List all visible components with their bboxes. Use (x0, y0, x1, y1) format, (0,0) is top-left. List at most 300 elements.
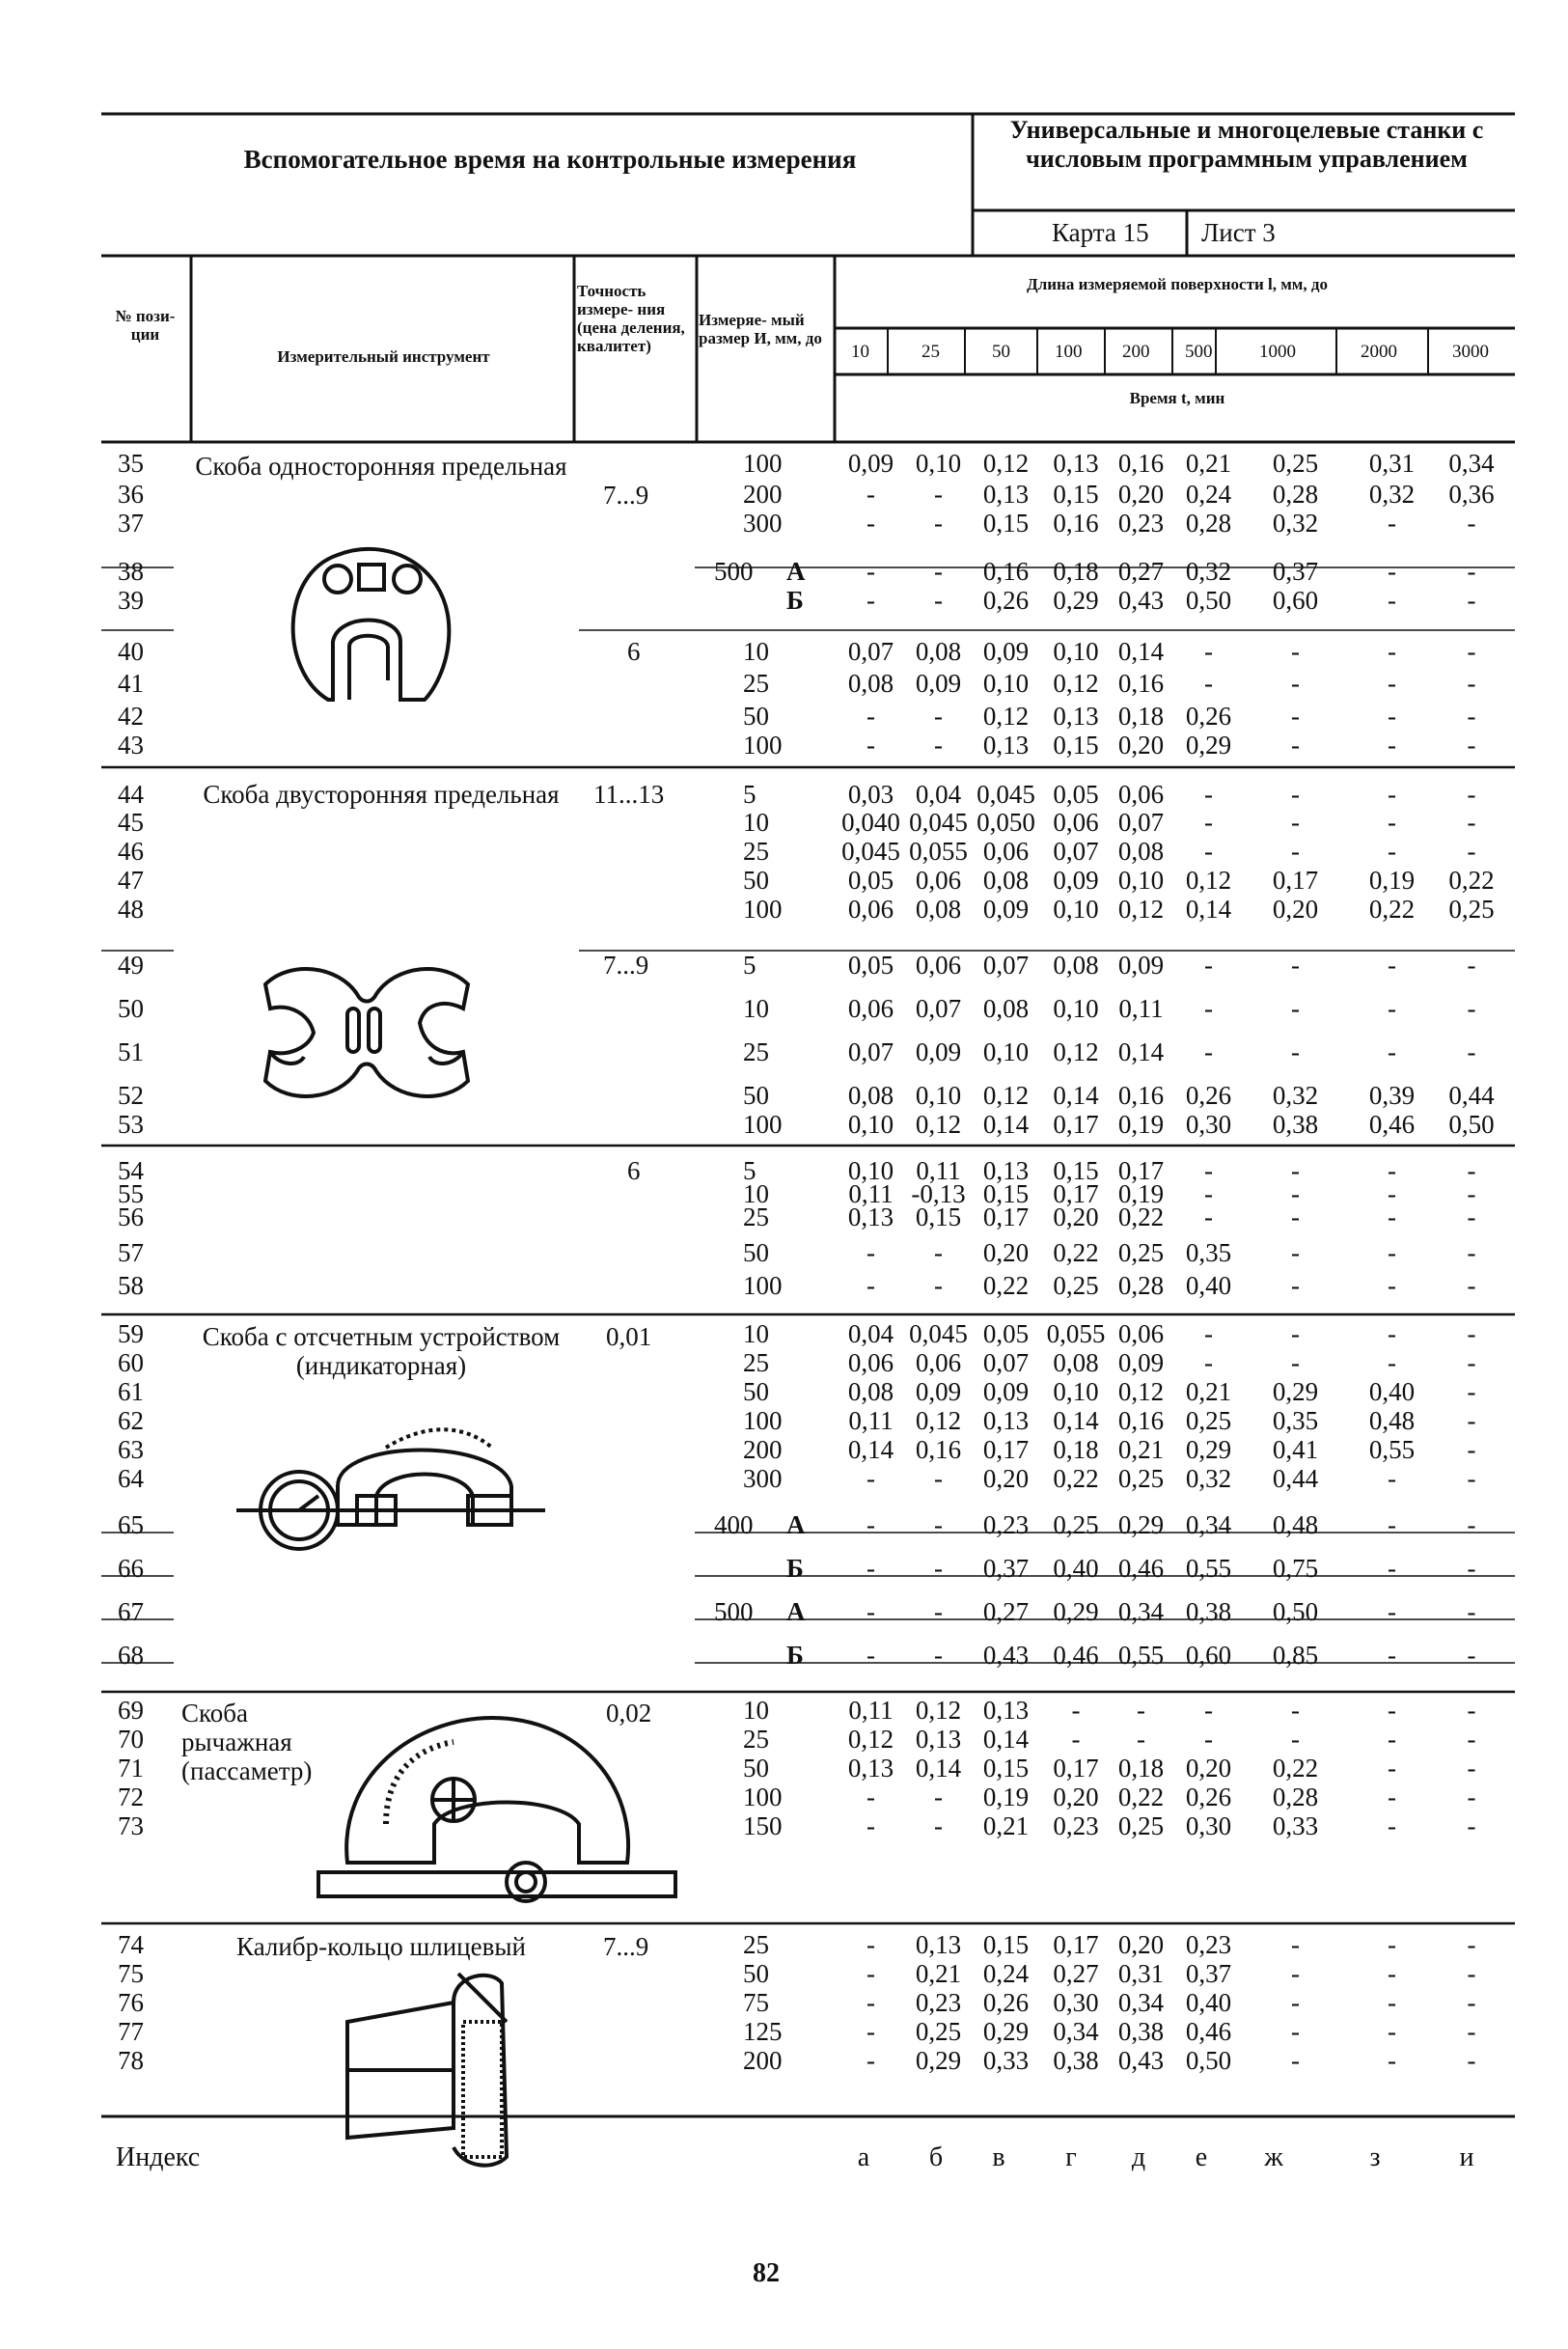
time-cell: 0,17 (982, 1435, 1030, 1464)
index-letter: г (1065, 2142, 1077, 2172)
time-cell: - (1388, 1156, 1396, 1185)
time-cell: - (1204, 1202, 1213, 1231)
time-cell: 0,06 (1117, 780, 1165, 809)
row-size: 25 (743, 669, 769, 698)
time-cell: 0,050 (977, 808, 1035, 837)
time-cell: 0,22 (1053, 1464, 1099, 1493)
time-cell: 0,40 (1185, 1988, 1232, 2017)
time-cell: 0,22 (1448, 866, 1495, 895)
time-cell: 0,28 (1272, 1782, 1319, 1811)
row-size: 100 (743, 731, 783, 760)
time-cell: 0,03 (847, 780, 894, 809)
time-cell: - (1071, 1696, 1081, 1725)
row-size: 100 (743, 895, 783, 924)
time-cell: - (1388, 1725, 1396, 1754)
time-cell: 0,08 (847, 669, 894, 698)
time-cell: 0,09 (915, 669, 962, 698)
time-cell: - (1291, 702, 1300, 731)
time-cell: 0,18 (1053, 557, 1099, 586)
time-cell: - (1467, 509, 1476, 538)
time-cell: 0,46 (1053, 1641, 1099, 1670)
row-position: 52 (118, 1081, 144, 1110)
time-cell: 0,29 (982, 2017, 1030, 2046)
accuracy-label: 0,02 (606, 1699, 652, 1727)
row-size: 50 (743, 1959, 769, 1988)
time-cell: 0,08 (1053, 1348, 1099, 1377)
time-cell: - (1137, 1725, 1145, 1754)
length-header: 10 (851, 342, 869, 362)
time-cell: 0,23 (1053, 1811, 1099, 1840)
time-cell: - (1388, 1554, 1396, 1583)
time-cell: 0,22 (1117, 1782, 1165, 1811)
lever-snap-gauge-icon (309, 1708, 685, 1911)
time-cell: 0,13 (1053, 702, 1099, 731)
time-cell: 0,27 (1117, 557, 1165, 586)
time-cell: - (1388, 1202, 1396, 1231)
row-position: 35 (118, 449, 144, 478)
time-cell: - (1467, 951, 1476, 980)
time-cell: 0,21 (1185, 449, 1232, 478)
row-position: 36 (118, 480, 144, 509)
double-sided-limit-gauge-icon (251, 955, 482, 1110)
time-cell: - (1467, 1988, 1476, 2017)
time-cell: - (1291, 637, 1300, 666)
time-cell: 0,40 (1053, 1554, 1099, 1583)
time-cell: 0,16 (1117, 1081, 1165, 1110)
time-cell: 0,08 (847, 1377, 894, 1406)
time-cell: - (934, 480, 943, 509)
time-cell: 0,08 (915, 895, 962, 924)
time-cell: - (1291, 1202, 1300, 1231)
time-cell: - (867, 1464, 875, 1493)
time-cell: 0,36 (1448, 480, 1495, 509)
time-cell: 0,11 (848, 1179, 894, 1208)
spline-ring-gauge-icon (338, 1964, 540, 2176)
time-cell: 0,32 (1185, 557, 1232, 586)
row-position: 37 (118, 509, 144, 538)
time-cell: 0,33 (1272, 1811, 1319, 1840)
time-cell: 0,29 (1185, 731, 1232, 760)
time-cell: 0,26 (982, 1988, 1030, 2017)
time-cell: 0,17 (1053, 1930, 1099, 1959)
time-cell: 0,23 (1117, 509, 1165, 538)
time-cell: - (1467, 1435, 1476, 1464)
time-cell: - (1204, 637, 1213, 666)
time-cell: - (1388, 557, 1396, 586)
time-cell: 0,15 (1053, 731, 1099, 760)
time-cell: 0,48 (1272, 1510, 1319, 1539)
time-cell: 0,43 (982, 1641, 1030, 1670)
row-size-subvariant: А (786, 1597, 806, 1626)
row-size: 50 (743, 702, 769, 731)
time-cell: - (1388, 509, 1396, 538)
time-cell: 0,06 (1117, 1319, 1165, 1348)
time-cell: - (867, 731, 875, 760)
time-cell: 0,15 (915, 1202, 962, 1231)
time-cell: 0,34 (1117, 1597, 1165, 1626)
time-cell: 0,15 (1053, 1156, 1099, 1185)
time-cell: 0,09 (982, 895, 1030, 924)
time-cell: 0,22 (982, 1271, 1030, 1300)
time-cell: - (867, 1811, 875, 1840)
accuracy-label: 6 (627, 637, 641, 666)
time-cell: - (1291, 951, 1300, 980)
time-cell: 0,10 (1053, 994, 1099, 1023)
time-cell: 0,50 (1185, 586, 1232, 615)
time-cell: 0,10 (1117, 866, 1165, 895)
time-cell: - (1204, 1156, 1213, 1185)
time-cell: - (1204, 1348, 1213, 1377)
time-cell: 0,34 (1185, 1510, 1232, 1539)
sheet-number: Лист 3 (1201, 218, 1276, 247)
time-cell: 0,20 (982, 1238, 1030, 1267)
time-cell: 0,15 (982, 1754, 1030, 1782)
row-position: 44 (118, 780, 144, 809)
time-cell: - (1467, 702, 1476, 731)
time-cell: 0,12 (847, 1725, 894, 1754)
time-cell: - (1291, 1988, 1300, 2017)
row-position: 60 (118, 1348, 144, 1377)
time-cell: - (1388, 1811, 1396, 1840)
time-cell: - (1388, 780, 1396, 809)
time-cell: - (1388, 808, 1396, 837)
row-size: 5 (743, 1156, 756, 1185)
time-cell: - (934, 1597, 943, 1626)
time-cell: 0,44 (1272, 1464, 1319, 1493)
machine-type-title: Универсальные и многоцелевые станки с числовым программным управлением (1009, 116, 1484, 173)
row-position: 41 (118, 669, 144, 698)
row-position: 45 (118, 808, 144, 837)
row-position: 65 (118, 1510, 144, 1539)
row-position: 62 (118, 1406, 144, 1435)
time-cell: - (1467, 1377, 1476, 1406)
time-cell: 0,50 (1185, 2046, 1232, 2075)
time-cell: - (1388, 1037, 1396, 1066)
time-cell: 0,055 (1046, 1319, 1106, 1348)
time-cell: 0,60 (1272, 586, 1319, 615)
time-cell: - (1204, 1319, 1213, 1348)
time-cell: 0,06 (915, 1348, 962, 1377)
index-label: Индекс (116, 2142, 201, 2172)
time-cell: - (1467, 637, 1476, 666)
time-cell: 0,09 (1053, 866, 1099, 895)
time-cell: 0,25 (915, 2017, 962, 2046)
row-size: 100 (743, 1406, 783, 1435)
row-position: 59 (118, 1319, 144, 1348)
time-cell: - (1388, 1959, 1396, 1988)
col-length-title: Длина измеряемой поверхности l, мм, до (1027, 275, 1328, 293)
time-cell: 0,29 (1272, 1377, 1319, 1406)
row-size: 200 (743, 1435, 783, 1464)
time-cell: - (934, 1782, 943, 1811)
time-cell: 0,24 (1185, 480, 1232, 509)
time-cell: - (1291, 837, 1300, 866)
time-cell: - (934, 731, 943, 760)
row-size: 50 (743, 1081, 769, 1110)
row-size: 10 (743, 637, 769, 666)
time-cell: 0,40 (1185, 1271, 1232, 1300)
row-size: 25 (743, 1037, 769, 1066)
col-accuracy: Точность измере- ния (цена деления, квалитет) (577, 282, 685, 355)
row-size: 200 (743, 480, 783, 509)
time-cell: 0,12 (982, 449, 1030, 478)
time-cell: - (1467, 1959, 1476, 1988)
row-position: 58 (118, 1271, 144, 1300)
time-cell: - (934, 1464, 943, 1493)
time-cell: 0,31 (1368, 449, 1416, 478)
time-cell: 0,34 (1117, 1988, 1165, 2017)
time-cell: 0,07 (1053, 837, 1099, 866)
time-cell: 0,12 (915, 1696, 962, 1725)
time-cell: - (1388, 1179, 1396, 1208)
row-size: 25 (743, 1348, 769, 1377)
time-cell: 0,15 (982, 509, 1030, 538)
time-cell: - (1204, 1725, 1213, 1754)
col-instrument: Измерительный инструмент (277, 347, 490, 366)
time-cell: 0,43 (1117, 586, 1165, 615)
time-cell: 0,06 (915, 951, 962, 980)
time-cell: 0,25 (1117, 1238, 1165, 1267)
time-cell: - (1204, 951, 1213, 980)
time-cell: - (1388, 1988, 1396, 2017)
row-size: 75 (743, 1988, 769, 2017)
row-size: 10 (743, 1319, 769, 1348)
time-cell: 0,10 (982, 669, 1030, 698)
row-size: 10 (743, 1696, 769, 1725)
group-name-double-sided: Скоба двусторонняя предельная (203, 780, 560, 809)
row-size: 10 (743, 808, 769, 837)
time-cell: - (1388, 1696, 1396, 1725)
time-cell: 0,05 (1053, 780, 1099, 809)
row-position: 69 (118, 1696, 144, 1725)
time-cell: 0,055 (909, 837, 968, 866)
time-cell: - (1388, 994, 1396, 1023)
time-cell: - (1291, 1348, 1300, 1377)
time-cell: 0,20 (982, 1464, 1030, 1493)
time-cell: 0,26 (1185, 1782, 1232, 1811)
time-cell: 0,20 (1117, 1930, 1165, 1959)
time-cell: 0,30 (1185, 1811, 1232, 1840)
time-cell: 0,12 (982, 1081, 1030, 1110)
time-cell: 0,21 (1185, 1377, 1232, 1406)
time-cell: - (1467, 1597, 1476, 1626)
row-position: 55 (118, 1179, 144, 1208)
time-cell: - (1204, 1179, 1213, 1208)
time-cell: 0,30 (1185, 1110, 1232, 1139)
row-size: 10 (743, 1179, 769, 1208)
time-cell: - (934, 702, 943, 731)
time-cell: - (1204, 669, 1213, 698)
time-cell: 0,10 (915, 1081, 962, 1110)
time-cell: 0,50 (1448, 1110, 1495, 1139)
time-cell: 0,14 (1117, 1037, 1165, 1066)
time-cell: - (934, 1811, 943, 1840)
row-position: 38 (118, 557, 144, 586)
time-cell: - (1291, 1319, 1300, 1348)
time-cell: 0,20 (1117, 480, 1165, 509)
time-cell: 0,10 (915, 449, 962, 478)
row-position: 76 (118, 1988, 144, 2017)
time-cell: - (1467, 1156, 1476, 1185)
time-cell: - (1388, 1271, 1396, 1300)
length-header: 3000 (1452, 342, 1489, 362)
time-cell: - (1291, 1037, 1300, 1066)
time-cell: 0,29 (1117, 1510, 1165, 1539)
time-cell: 0,29 (915, 2046, 962, 2075)
row-position: 39 (118, 586, 144, 615)
time-cell: - (1388, 1238, 1396, 1267)
time-cell: 0,045 (909, 1319, 968, 1348)
time-cell: 0,19 (1117, 1179, 1165, 1208)
time-cell: 0,08 (982, 866, 1030, 895)
row-position: 66 (118, 1554, 144, 1583)
time-cell: 0,27 (982, 1597, 1030, 1626)
time-cell: 0,07 (982, 951, 1030, 980)
time-cell: - (1291, 2017, 1300, 2046)
accuracy-label: 0,01 (606, 1322, 652, 1351)
time-cell: - (934, 586, 943, 615)
time-cell: 0,14 (982, 1110, 1030, 1139)
time-cell: 0,20 (1185, 1754, 1232, 1782)
row-position: 54 (118, 1156, 144, 1185)
time-cell: - (867, 1510, 875, 1539)
time-cell: 0,13 (847, 1202, 894, 1231)
time-cell: 0,12 (1117, 1377, 1165, 1406)
row-size: 10 (743, 994, 769, 1023)
time-cell: 0,35 (1185, 1238, 1232, 1267)
time-cell: - (1291, 1271, 1300, 1300)
row-position: 74 (118, 1930, 144, 1959)
time-cell: 0,50 (1272, 1597, 1319, 1626)
time-cell: - (1291, 731, 1300, 760)
time-cell: 0,06 (847, 895, 894, 924)
time-cell: 0,75 (1272, 1554, 1319, 1583)
time-cell: 0,16 (982, 557, 1030, 586)
time-cell: 0,13 (982, 1696, 1030, 1725)
time-cell: - (1388, 1597, 1396, 1626)
time-cell: 0,17 (1053, 1110, 1099, 1139)
time-cell: - (1467, 1202, 1476, 1231)
time-cell: - (1388, 1754, 1396, 1782)
time-cell: 0,34 (1053, 2017, 1099, 2046)
time-cell: 0,38 (1272, 1110, 1319, 1139)
time-cell: - (1291, 994, 1300, 1023)
row-size: 5 (743, 951, 756, 980)
time-cell: 0,15 (982, 1179, 1030, 1208)
time-cell: 0,21 (915, 1959, 962, 1988)
time-cell: 0,37 (1185, 1959, 1232, 1988)
index-letter: е (1195, 2142, 1208, 2172)
time-cell: - (1291, 1959, 1300, 1988)
time-cell: - (1204, 1696, 1213, 1725)
time-cell: 0,11 (1118, 994, 1164, 1023)
row-position: 63 (118, 1435, 144, 1464)
row-size: 100 (743, 1110, 783, 1139)
time-cell: - (1467, 1811, 1476, 1840)
time-cell: 0,17 (1053, 1179, 1099, 1208)
time-cell: 0,55 (1185, 1554, 1232, 1583)
time-cell: 0,22 (1117, 1202, 1165, 1231)
row-position: 73 (118, 1811, 144, 1840)
document-title: Вспомогательное время на контрольные измерения (243, 145, 857, 174)
row-position: 70 (118, 1725, 144, 1754)
row-size: 150 (743, 1811, 783, 1840)
time-cell: 0,19 (1368, 866, 1416, 895)
time-cell: - (1467, 994, 1476, 1023)
length-header: 25 (922, 342, 940, 362)
time-cell: - (1467, 2017, 1476, 2046)
time-cell: 0,13 (982, 480, 1030, 509)
time-cell: 0,20 (1053, 1202, 1099, 1231)
time-cell: - (1388, 2017, 1396, 2046)
time-cell: 0,14 (982, 1725, 1030, 1754)
row-position: 75 (118, 1959, 144, 1988)
time-cell: - (1467, 1554, 1476, 1583)
time-cell: 0,06 (1053, 808, 1099, 837)
time-cell: - (1291, 1930, 1300, 1959)
row-size: 200 (743, 2046, 783, 2075)
time-cell: 0,09 (1117, 951, 1165, 980)
time-cell: 0,25 (1053, 1510, 1099, 1539)
time-cell: - (1388, 1641, 1396, 1670)
row-position: 64 (118, 1464, 144, 1493)
time-cell: - (1291, 1696, 1300, 1725)
time-cell: 0,06 (915, 866, 962, 895)
time-cell: - (1467, 1725, 1476, 1754)
row-position: 51 (118, 1037, 144, 1066)
time-cell: 0,38 (1185, 1597, 1232, 1626)
time-cell: 0,25 (1448, 895, 1495, 924)
time-cell: - (1467, 1464, 1476, 1493)
time-cell: 0,23 (1185, 1930, 1232, 1959)
row-size: 25 (743, 1930, 769, 1959)
time-cell: 0,27 (1053, 1959, 1099, 1988)
time-cell: - (1291, 1725, 1300, 1754)
row-position: 50 (118, 994, 144, 1023)
time-cell: - (1388, 1782, 1396, 1811)
row-size-subvariant: Б (786, 1641, 804, 1670)
time-cell: - (1388, 586, 1396, 615)
row-size: 25 (743, 1202, 769, 1231)
group-name-spline-ring: Калибр-кольцо шлицевый (236, 1932, 526, 1961)
time-cell: - (934, 1238, 943, 1267)
row-size: 300 (743, 1464, 783, 1493)
time-cell: 0,12 (1053, 669, 1099, 698)
time-cell: 0,09 (982, 1377, 1030, 1406)
time-cell: 0,07 (1117, 808, 1165, 837)
time-cell: - (1467, 1037, 1476, 1066)
row-position: 53 (118, 1110, 144, 1139)
page-number: 82 (753, 2258, 780, 2288)
time-cell: - (1467, 1782, 1476, 1811)
row-size: 125 (743, 2017, 783, 2046)
time-cell: 0,09 (847, 449, 894, 478)
time-cell: 0,08 (982, 994, 1030, 1023)
time-cell: 0,38 (1117, 2017, 1165, 2046)
row-position: 42 (118, 702, 144, 731)
time-cell: 0,18 (1117, 702, 1165, 731)
time-cell: 0,12 (915, 1406, 962, 1435)
time-cell: - (1467, 586, 1476, 615)
time-cell: - (1291, 1238, 1300, 1267)
time-cell: - (867, 702, 875, 731)
time-cell: - (867, 1959, 875, 1988)
time-cell: 0,12 (915, 1110, 962, 1139)
time-cell: 0,16 (1117, 449, 1165, 478)
row-size: 50 (743, 866, 769, 895)
row-position: 57 (118, 1238, 144, 1267)
time-cell: 0,09 (1117, 1348, 1165, 1377)
